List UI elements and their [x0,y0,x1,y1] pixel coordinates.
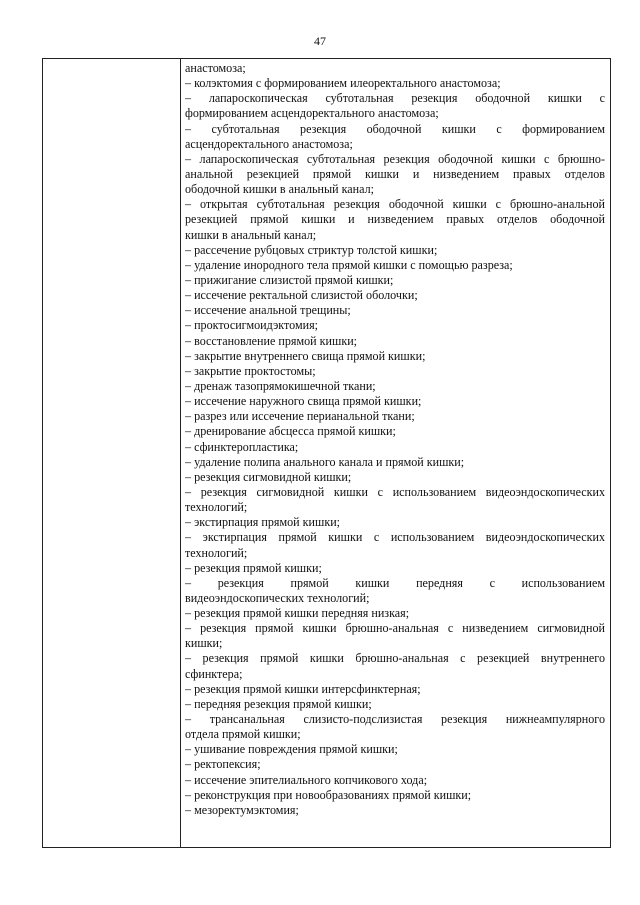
text-line: асцендоректального анастомоза; [185,136,353,151]
text-line: кишки в анальный канал; [185,227,317,242]
text-line: видеоэндоскопических технологий; [185,590,370,605]
text-line: – дренирование абсцесса прямой кишки; [185,424,396,439]
text-line: – дренаж тазопрямокишечной ткани; [185,378,376,393]
text-line: – удаление полипа анального канала и прямой кишки; [185,454,465,469]
text-line: – резекция сигмовидной кишки; [185,469,352,484]
text-line: – удаление инородного тела прямой кишки с помощью разреза; [185,257,513,272]
text-line: – резекция прямой кишки брюшно-анальная с низведением сигмовидной [185,621,605,636]
procedures-list [181,59,610,847]
text-line: – резекция прямой кишки интерсфинктерная; [185,681,421,696]
text-line: – экстирпация прямой кишки с использованием видеоэндоскопических [185,530,605,545]
text-line: ободочной кишки в анальный канал; [185,182,375,197]
text-line: – разрез или иссечение перианальной ткани; [185,409,415,424]
text-line: – резекция прямой кишки брюшно-анальная с резекцией внутреннего [185,651,605,666]
text-line: – лапароскопическая субтотальная резекция ободочной кишки с [185,91,605,106]
text-line: анастомоза; [185,61,246,75]
text-line: – иссечение анальной трещины; [185,303,351,318]
text-line: резекцией прямой кишки и низведением правых отделов ободочной [185,212,605,227]
text-line: – трансанальная слизисто-подслизистая резекция нижнеампулярного [185,712,605,727]
text-line: – реконструкция при новообразованиях прямой кишки; [185,787,472,802]
text-line: – мезоректумэктомия; [185,802,299,817]
text-line: – резекция прямой кишки; [185,560,322,575]
empty-left-column [43,59,181,847]
text-line: – ректопексия; [185,757,261,772]
text-line: сфинктера; [185,666,243,681]
text-line: кишки; [185,636,223,651]
text-line: – резекция прямой кишки передняя с использованием [185,575,605,590]
page-number: 47 [314,34,326,48]
text-line: – прижигание слизистой прямой кишки; [185,272,394,287]
text-line: анальной резекцией прямой кишки и низведением правых отделов [185,166,605,181]
text-line: – восстановление прямой кишки; [185,333,358,348]
text-line: – рассечение рубцовых стриктур толстой кишки; [185,242,438,257]
text-line: – резекция прямой кишки передняя низкая; [185,606,410,621]
text-line: – лапароскопическая субтотальная резекция ободочной кишки с брюшно- [185,151,605,166]
text-line: – колэктомия с формированием илеоректального анастомоза; [185,76,501,91]
text-line: – резекция сигмовидной кишки с использованием видеоэндоскопических [185,484,605,499]
text-line: – закрытие внутреннего свища прямой кишки; [185,348,426,363]
text-line: – иссечение ректальной слизистой оболочки; [185,288,418,303]
text-line: технологий; [185,545,248,560]
text-line: отдела прямой кишки; [185,727,301,742]
text-line: – ушивание повреждения прямой кишки; [185,742,398,757]
text-line: технологий; [185,500,248,515]
text-line: – открытая субтотальная резекция ободочной кишки с брюшно-анальной [185,197,605,212]
text-line: – сфинктеропластика; [185,439,299,454]
text-line: – закрытие проктостомы; [185,363,316,378]
procedures-table [42,58,611,848]
text-line: – иссечение наружного свища прямой кишки; [185,394,422,409]
text-line: – субтотальная резекция ободочной кишки с формированием [185,121,605,136]
text-line: – иссечение эпителиального копчикового хода; [185,772,428,787]
text-line: – экстирпация прямой кишки; [185,515,341,530]
text-line: формированием асцендоректального анастомоза; [185,106,439,121]
text-line: – передняя резекция прямой кишки; [185,696,372,711]
text-line: – проктосигмоидэктомия; [185,318,318,333]
